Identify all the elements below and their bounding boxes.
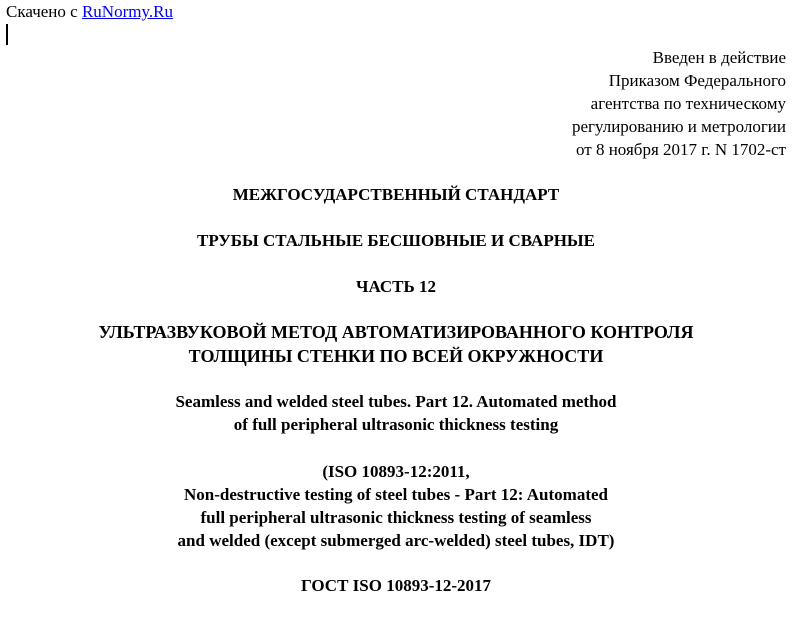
- enactment-line: Приказом Федерального: [608, 71, 786, 90]
- iso-reference-line: (ISO 10893-12:2011,: [322, 462, 470, 481]
- method-heading: [0, 320, 792, 368]
- enactment-line: от 8 ноября 2017 г. N 1702-ст: [576, 140, 786, 159]
- english-title-line: of full peripheral ultrasonic thickness testing: [233, 415, 559, 434]
- gost-number-text: ГОСТ ISO 10893-12-2017: [300, 576, 492, 595]
- standard-type-text: МЕЖГОСУДАРСТВЕННЫЙ СТАНДАРТ: [232, 185, 560, 204]
- part-text: ЧАСТЬ 12: [355, 277, 436, 296]
- english-title: [0, 390, 792, 436]
- english-title-line: Seamless and welded steel tubes. Part 12. Automated method: [175, 392, 617, 411]
- text-cursor: [6, 24, 8, 45]
- iso-reference-line: full peripheral ultrasonic thickness testing of seamless: [200, 508, 592, 527]
- method-line: УЛЬТРАЗВУКОВОЙ МЕТОД АВТОМАТИЗИРОВАННОГО КОНТРОЛЯ: [98, 322, 694, 342]
- source-prefix: Скачено с: [6, 2, 82, 21]
- iso-reference-line: and welded (except submerged arc-welded) steel tubes, IDT): [177, 531, 615, 550]
- enactment-line: Введен в действие: [652, 48, 786, 67]
- iso-reference: [0, 460, 792, 552]
- enactment-note: [466, 46, 786, 161]
- enactment-line: агентства по техническому: [590, 94, 786, 113]
- document-title: [0, 229, 792, 252]
- gost-number: [0, 574, 792, 597]
- part-heading: [0, 275, 792, 298]
- source-line: [6, 2, 173, 22]
- iso-reference-line: Non-destructive testing of steel tubes - Part 12: Automated: [184, 485, 608, 504]
- method-line: ТОЛЩИНЫ СТЕНКИ ПО ВСЕЙ ОКРУЖНОСТИ: [188, 346, 604, 366]
- source-link[interactable]: RuNormy.Ru: [81, 2, 173, 21]
- enactment-line: регулированию и метрологии: [571, 117, 786, 136]
- document-title-text: ТРУБЫ СТАЛЬНЫЕ БЕСШОВНЫЕ И СВАРНЫЕ: [197, 231, 595, 250]
- standard-type-heading: [0, 183, 792, 206]
